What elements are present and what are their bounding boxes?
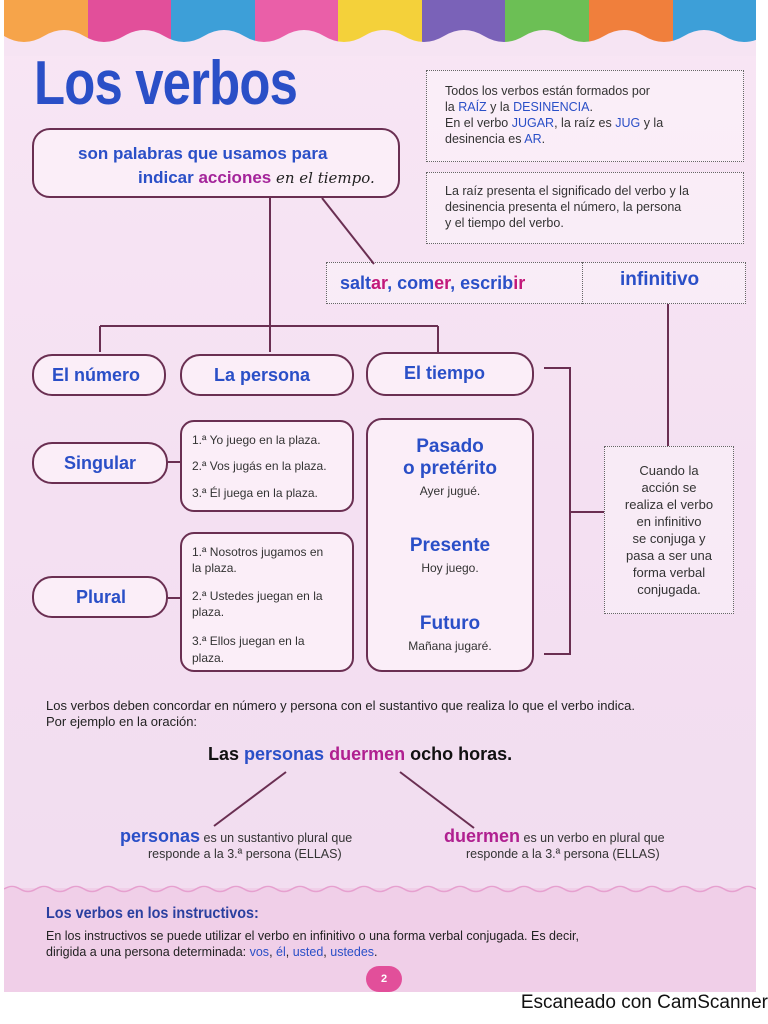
info1-l4-pre: desinencia es (445, 132, 525, 146)
sep2: , (450, 273, 461, 293)
sentence-rest: ocho horas. (405, 744, 513, 764)
plural-example-3b: plaza. (192, 651, 225, 665)
tense-futuro (370, 613, 530, 653)
persona-label: La persona (214, 365, 311, 385)
tense-pasado (370, 436, 530, 498)
definition-acciones: acciones (198, 168, 272, 187)
info1-l4-end: . (541, 132, 546, 146)
note-line-3: realiza el verbo (624, 497, 714, 512)
plural-example-2a: 2.ª Ustedes juegan en la (192, 589, 323, 603)
agreement-line2: Por ejemplo en la oración: (46, 714, 198, 729)
tense-presente (370, 535, 530, 575)
note-line-7: forma verbal (632, 565, 706, 580)
sep1: , (387, 273, 398, 293)
plural-example-1b: la plaza. (192, 561, 237, 575)
explain-duermen-text1: es un verbo en plural que (520, 831, 665, 845)
info1-l3-pre: En el verbo (445, 116, 512, 130)
tense-pasado-name1: Pasado (416, 436, 484, 457)
instructivos-l2-pre: dirigida a una persona determinada: (46, 945, 250, 959)
info1-jug: JUG (615, 116, 641, 130)
explain-personas-line2: responde a la 3.ª persona (ELLAS) (148, 847, 342, 861)
definition-line1: son palabras que usamos para (78, 144, 328, 163)
textbook-page (4, 0, 756, 992)
handwritten-note: en el tiempo. (275, 169, 375, 187)
tense-presente-name: Presente (409, 535, 491, 556)
info1-l3-end: y la (640, 116, 664, 130)
pronoun-ustedes: ustedes (330, 945, 375, 959)
singular-example-1: 1.ª Yo juego en la plaza. (192, 433, 321, 447)
page-number-badge (366, 966, 402, 992)
pron-sep2: , (285, 945, 293, 959)
conjugation-note (604, 462, 734, 598)
tiempo-label: El tiempo (404, 363, 486, 383)
singular-label: Singular (64, 453, 137, 473)
page-title: Los verbos (34, 49, 298, 118)
tense-pasado-name2: o pretérito (403, 458, 497, 479)
sentence-las: Las (208, 744, 245, 764)
note-line-8: conjugada. (637, 582, 701, 597)
sentence-personas: personas (244, 744, 325, 764)
escribir-ending: ir (513, 273, 526, 293)
plural-label: Plural (76, 587, 127, 607)
explain-personas-word: personas (120, 826, 201, 846)
sentence-duermen: duermen (329, 744, 406, 764)
info1-l2-end: . (589, 100, 593, 114)
info2-line3: y el tiempo del verbo. (445, 216, 564, 230)
note-line-2: acción se (641, 480, 697, 495)
escribir-root: escrib (460, 273, 514, 293)
instructivos-line1: En los instructivos se puede utilizar el verbo en infinitivo o una forma verbal conjugada. Es decir, (46, 929, 579, 943)
pron-sep1: , (269, 945, 277, 959)
pronoun-usted: usted (292, 945, 324, 959)
tense-pasado-example: Ayer jugué. (419, 484, 481, 498)
info2-line2: desinencia presenta el número, la persona (445, 200, 682, 214)
band-wave (4, 884, 756, 894)
tense-futuro-example: Mañana jugaré. (408, 639, 492, 653)
agreement-line1: Los verbos deben concordar en número y persona con el sustantivo que realiza lo que el verbo indica. (46, 698, 635, 713)
plural-example-3a: 3.ª Ellos juegan en la (192, 634, 305, 648)
singular-example-3: 3.ª Él juega en la plaza. (192, 486, 318, 500)
info1-ar: AR (524, 132, 542, 146)
pronoun-vos: vos (249, 945, 270, 959)
note-line-6: pasa a ser una (625, 548, 712, 563)
agreement-text (46, 698, 635, 730)
tense-presente-example: Hoy juego. (421, 561, 479, 575)
camscanner-watermark: Escaneado con CamScanner (517, 992, 768, 1014)
info1-desinencia: DESINENCIA (513, 100, 590, 114)
instructivos-text (46, 928, 746, 960)
info1-l2-mid: y la (486, 100, 514, 114)
infinitivo-label: infinitivo (620, 269, 700, 290)
comer-ending: er (434, 273, 451, 293)
explain-duermen-line1 (444, 828, 665, 846)
singular-example-2: 2.ª Vos jugás en la plaza. (192, 459, 327, 473)
note-line-4: en infinitivo (636, 514, 702, 529)
saltar-ending: ar (371, 273, 388, 293)
pron-sep3: , (323, 945, 331, 959)
info1-l3-mid: , la raíz es (554, 116, 616, 130)
info1-l2-pre: la (445, 100, 459, 114)
instructivos-title: Los verbos en los instructivos: (46, 905, 259, 922)
pronoun-el: él (276, 945, 286, 959)
example-sentence (208, 744, 512, 765)
plural-example-1a: 1.ª Nosotros jugamos en (192, 545, 324, 559)
explain-personas-text1: es un sustantivo plural que (200, 831, 353, 845)
explain-personas (120, 828, 352, 862)
info1-raiz: RAÍZ (458, 100, 487, 114)
numero-label: El número (52, 365, 141, 385)
explain-personas-line1 (120, 828, 352, 846)
definition-indicar: indicar (138, 168, 199, 187)
comer-root: com (397, 273, 435, 293)
explain-duermen (444, 828, 665, 862)
note-line-1: Cuando la (639, 463, 699, 478)
explain-duermen-line2: responde a la 3.ª persona (ELLAS) (466, 847, 660, 861)
note-line-5: se conjuga y (632, 531, 706, 546)
plural-example-2b: plaza. (192, 605, 225, 619)
info1-jugar: JUGAR (511, 116, 555, 130)
explain-duermen-word: duermen (444, 826, 521, 846)
info2-line1: La raíz presenta el significado del verbo y la (445, 184, 689, 198)
instructivos-end: . (374, 945, 378, 959)
info1-line1: Todos los verbos están formados por (445, 84, 650, 98)
saltar-root: salt (340, 273, 372, 293)
instructivos-line2 (46, 944, 746, 960)
tense-futuro-name: Futuro (419, 613, 481, 634)
page-number: 2 (380, 973, 388, 985)
